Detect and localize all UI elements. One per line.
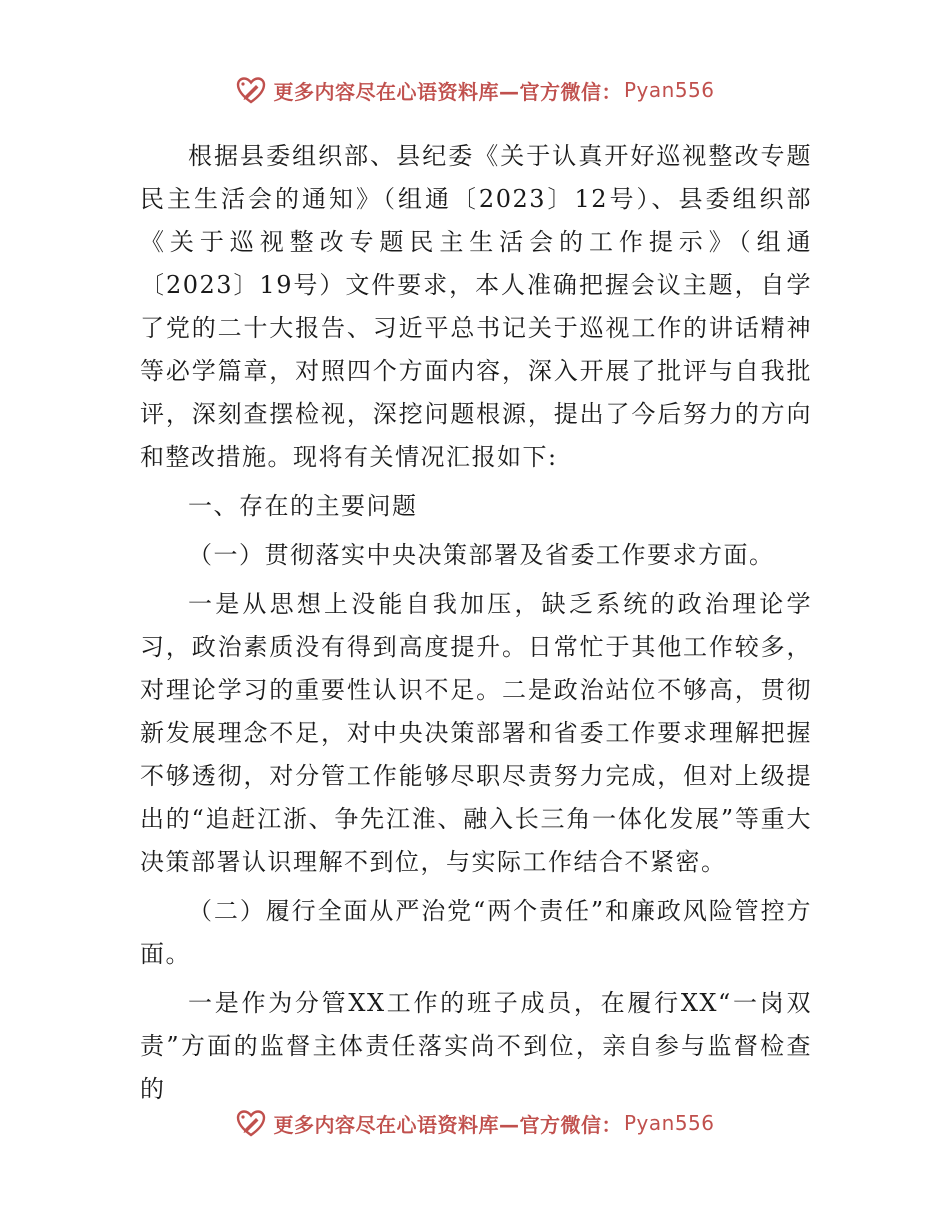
banner-wechat-id: Pyan556 [623, 1111, 715, 1135]
intro-paragraph: 根据县委组织部、县纪委《关于认真开好巡视整改专题民主生活会的通知》（组通〔2023〕12号）、县委组织部《关于巡视整改专题民主生活会的工作提示》（组通〔2023〕19号）文件要求，本人准确把握会议主题，自学了党的二十大报告、习近平总书记关于巡视工作的讲话精神等必学篇章，对照四个方面内容，深入开展了批评与自我批评，深刻查摆检视，深挖问题根源，提出了今后努力的方向和整改措施。现将有关情况汇报如下: [140, 142, 812, 471]
subsection-2-paragraph: 一是作为分管XX工作的班子成员，在履行XX“一岗双责”方面的监督主体责任落实尚不到位，亲自参与监督检查的 [140, 989, 812, 1103]
subsection-1-paragraph: 一是从思想上没能自我加压，缺乏系统的政治理论学习，政治素质没有得到高度提升。日常忙于其他工作较多，对理论学习的重要性认识不足。二是政治站位不够高，贯彻新发展理念不足，对中央决策部署和省委工作要求理解把握不够透彻，对分管工作能够尽职尽责努力完成，但对上级提出的“追赶江浙、争先江淮、融入长三角一体化发展”等重大决策部署认识理解不到位，与实际工作结合不紧密。 [140, 590, 812, 876]
heart-pen-logo-icon [235, 1107, 267, 1139]
banner-text: 更多内容尽在心语资料库—官方微信： [273, 1112, 622, 1137]
subsection-1-heading: （一）贯彻落实中央决策部署及省委工作要求方面。 [188, 541, 775, 569]
banner-wechat-id: Pyan556 [623, 78, 715, 102]
footer-watermark-banner [0, 1103, 950, 1143]
section-1-heading: 一、存在的主要问题 [188, 492, 418, 520]
heart-pen-logo-icon [235, 74, 267, 106]
header-watermark-banner [0, 70, 950, 110]
banner-text: 更多内容尽在心语资料库—官方微信： [273, 79, 622, 104]
subsection-2-heading: （二）履行全面从严治党“两个责任”和廉政风险管控方面。 [140, 897, 812, 968]
document-body [140, 135, 812, 1111]
